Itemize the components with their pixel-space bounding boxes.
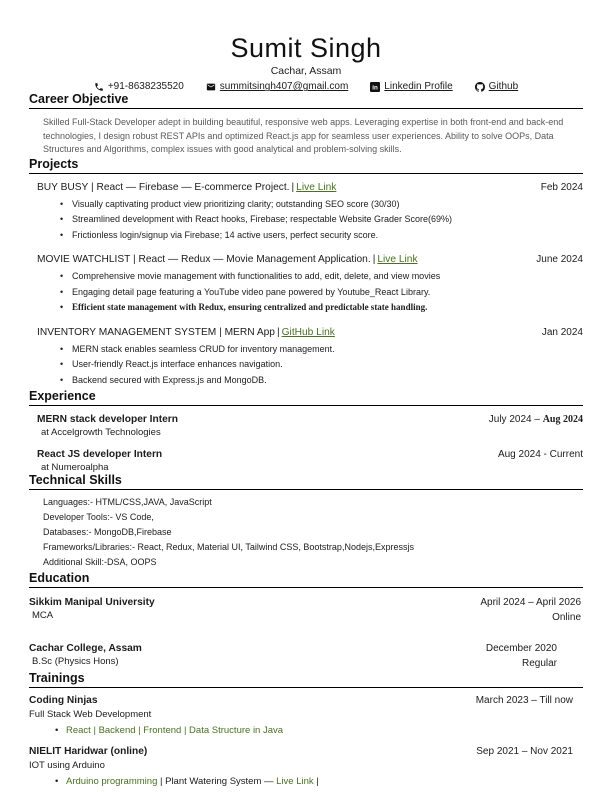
- education-left: [29, 643, 142, 667]
- linkedin-link[interactable]: Linkedin Profile: [384, 81, 453, 93]
- skills-list: [43, 496, 583, 570]
- project-date: June 2024: [536, 254, 583, 266]
- project-title-line: [37, 182, 336, 193]
- experience-title: React JS developer Intern: [37, 449, 163, 461]
- education-degree: B.Sc (Physics Hons): [32, 656, 119, 668]
- phone-icon: [94, 82, 104, 92]
- email-link[interactable]: summitsingh407@gmail.com: [219, 81, 349, 93]
- education-mode: Regular: [521, 658, 557, 670]
- project-bullet: • Engaging detail page featuring a YouTube video pane powered by Youtube_React Library.: [60, 286, 583, 300]
- location-text: Cachar, Assam: [270, 65, 342, 78]
- training-live-link[interactable]: Live Link: [276, 776, 314, 788]
- section-heading-experience: Experience: [29, 389, 583, 406]
- experience-org: at Numeroalpha: [41, 462, 109, 474]
- section-heading-career-objective: Career Objective: [29, 92, 583, 109]
- education-degree: MCA: [32, 610, 54, 622]
- project-bullet: • Frictionless login/signup via Firebase; 14 active users, perfect security score.: [60, 229, 583, 243]
- skills-line-developer-tools: Developer Tools:- VS Code,: [43, 512, 154, 523]
- project-title: BUY BUSY | React — Firebase — E-commerce Project.: [37, 181, 290, 193]
- training-subtitle: IOT using Arduino: [29, 760, 105, 772]
- github-link[interactable]: Github: [488, 81, 519, 93]
- email-item: [206, 81, 349, 92]
- project-bullet-list: [37, 198, 583, 243]
- project-github-link[interactable]: GitHub Link: [281, 326, 335, 338]
- section-heading-education: Education: [29, 571, 583, 588]
- project-title-line: [37, 254, 418, 265]
- section-heading-trainings: Trainings: [29, 671, 583, 688]
- experience-date-end: Aug 2024: [542, 414, 583, 426]
- project-item-inventory-management: [29, 327, 583, 388]
- phone-number: +91-8638235520: [107, 81, 184, 93]
- career-objective-text: Skilled Full-Stack Developer adept in building beautiful, responsive web apps. Leveraging expertise in both front-end and back-end technologies, I design robust REST APIs and optimized React.js app for seamless user experiences. Ability to solve OOPs, Data Structures and Algorithms, complex issues with good analytical and problem-solving skills.: [43, 117, 564, 155]
- project-date: Feb 2024: [540, 181, 583, 193]
- training-item-coding-ninjas: [29, 695, 583, 736]
- github-icon: [475, 82, 485, 92]
- project-title-separator: |: [372, 254, 376, 266]
- education-right: [486, 641, 583, 671]
- training-bullet-line: [55, 776, 583, 787]
- linkedin-item: [370, 81, 452, 92]
- education-school: Sikkim Manipal University: [29, 597, 155, 609]
- project-live-link[interactable]: Live Link: [296, 181, 337, 193]
- experience-date: [498, 449, 583, 460]
- project-title-line: [37, 327, 335, 338]
- project-item-movie-watchlist: [29, 254, 583, 315]
- experience-org: at Accelgrowth Technologies: [41, 427, 161, 439]
- project-date: Jan 2024: [541, 326, 583, 338]
- experience-date: [489, 414, 583, 425]
- training-title: NIELIT Haridwar (online): [29, 746, 148, 758]
- skills-line-databases: Databases:- MongoDB,Firebase: [43, 527, 172, 538]
- training-subtitle: Full Stack Web Development: [29, 709, 152, 721]
- training-item-nielit-haridwar: [29, 746, 583, 787]
- education-left: [29, 597, 155, 621]
- training-bullet-end: |: [313, 776, 319, 788]
- education-school: Cachar College, Assam: [29, 643, 142, 655]
- skills-line-languages: Languages:- HTML/CSS,JAVA, JavaScript: [43, 497, 212, 508]
- project-bullet: • Comprehensive movie management with functionalities to add, edit, delete, and view movies: [60, 270, 583, 284]
- training-date: March 2023 – Till now: [475, 695, 573, 707]
- project-bullet: • Streamlined development with React hooks, Firebase; respectable Website Grader Score(69%): [60, 213, 583, 227]
- training-title: Coding Ninjas: [29, 695, 98, 707]
- github-item: [475, 81, 518, 92]
- experience-item-reactjs-intern: [29, 449, 583, 473]
- training-tags[interactable]: React | Backend | Frontend | Data Structure in Java: [66, 725, 284, 737]
- project-title-separator: |: [291, 181, 295, 193]
- experience-item-mern-intern: [29, 414, 583, 438]
- phone-item: [94, 81, 184, 92]
- education-date: April 2024 – April 2026: [480, 597, 581, 609]
- contact-row: [29, 81, 583, 92]
- training-bullet-text: | Plant Watering System —: [157, 776, 277, 788]
- project-item-buy-busy: [29, 182, 583, 243]
- skills-line-additional: Additional Skill:-DSA, OOPS: [43, 557, 157, 568]
- section-heading-technical-skills: Technical Skills: [29, 473, 583, 490]
- education-mode: Online: [552, 612, 581, 624]
- training-tags-line: [55, 725, 583, 736]
- education-date: December 2020: [485, 643, 557, 655]
- svg-text:in: in: [372, 84, 379, 92]
- education-right: [480, 595, 583, 625]
- email-icon: [206, 82, 216, 92]
- project-bullet: • User-friendly React.js interface enhances navigation.: [60, 358, 583, 372]
- arduino-programming-link[interactable]: Arduino programming: [66, 776, 158, 788]
- project-title-separator: |: [276, 326, 280, 338]
- project-bullet: • Efficient state management with Redux, ensuring centralized and predictable state handling.: [60, 301, 583, 315]
- experience-date-start: July 2024 –: [488, 414, 543, 426]
- page-title: Sumit Singh: [230, 33, 382, 63]
- project-bullet-list: [37, 343, 583, 388]
- project-title: INVENTORY MANAGEMENT SYSTEM | MERN App: [37, 326, 275, 338]
- project-bullet-list: [37, 270, 583, 315]
- training-date: Sep 2021 – Nov 2021: [476, 746, 573, 758]
- section-heading-projects: Projects: [29, 157, 583, 174]
- linkedin-icon: [370, 82, 380, 92]
- project-live-link[interactable]: Live Link: [377, 254, 418, 266]
- education-item-cachar-college: [29, 635, 583, 671]
- experience-title: MERN stack developer Intern: [37, 414, 178, 426]
- skills-line-frameworks: Frameworks/Libraries:- React, Redux, Material UI, Tailwind CSS, Bootstrap,Nodejs,Expressjs: [43, 542, 414, 553]
- education-item-sikkim-manipal: [29, 595, 583, 625]
- project-bullet: • Backend secured with Express.js and MongoDB.: [60, 374, 583, 388]
- project-bullet: • MERN stack enables seamless CRUD for inventory management.: [60, 343, 583, 357]
- project-title: MOVIE WATCHLIST | React — Redux — Movie Management Application.: [37, 254, 371, 266]
- experience-date-start: Aug 2024 - Current: [497, 449, 583, 461]
- project-bullet: • Visually captivating product view prioritizing clarity; outstanding SEO score (30/30): [60, 198, 583, 212]
